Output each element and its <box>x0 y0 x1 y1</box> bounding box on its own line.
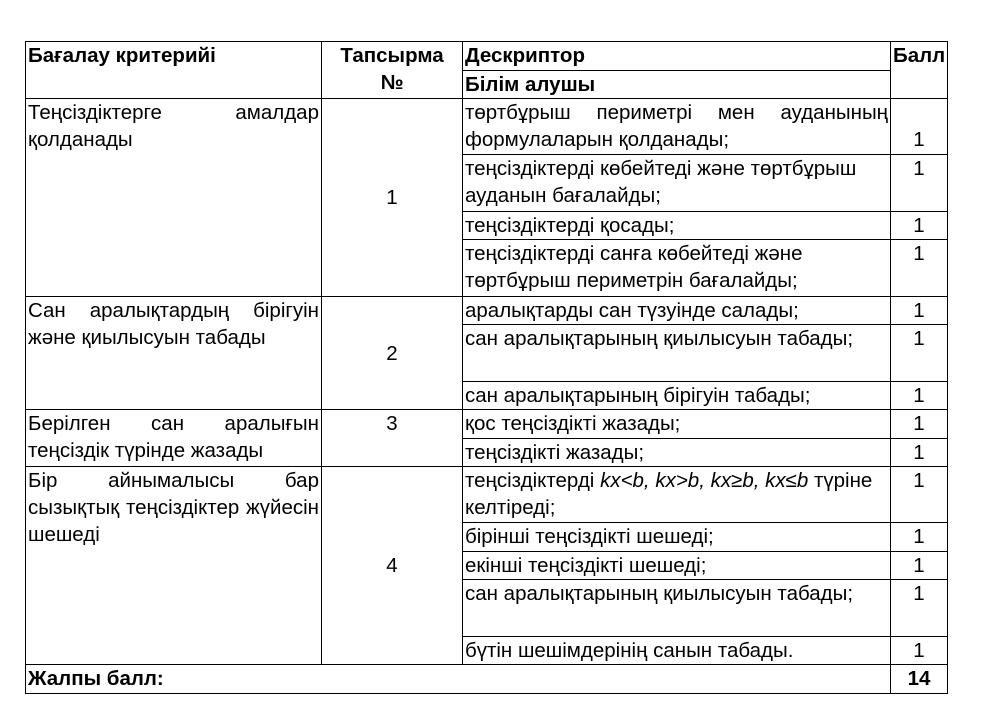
score-cell: 1 <box>891 297 948 325</box>
descriptor-cell: теңсіздікті жазады; <box>463 439 891 467</box>
total-label: Жалпы балл: <box>26 665 891 694</box>
descriptor-cell: бүтін шешімдерінің санын табады. <box>463 637 891 665</box>
score-cell: 1 <box>891 99 948 155</box>
header-task-line1: Тапсырма <box>340 44 444 67</box>
header-criteria: Бағалау критерийі <box>26 42 322 99</box>
criterion-cell: Сан аралықтардың бірігуін және қиылысуын табады <box>26 297 322 410</box>
descriptor-cell: сан аралықтарының қиылысуын табады; <box>463 580 891 637</box>
task-number-cell: 4 <box>322 467 463 665</box>
score-cell: 1 <box>891 637 948 665</box>
table-row <box>26 410 948 439</box>
criterion-cell: Берілген сан аралығын теңсіздік түрінде жазады <box>26 410 322 467</box>
total-row <box>26 665 948 694</box>
table-row <box>26 467 948 523</box>
descriptor-cell: теңсіздіктерді көбейтеді және төртбұрыш ауданын бағалайды; <box>463 155 891 212</box>
score-cell: 1 <box>891 212 948 240</box>
header-score: Балл <box>891 42 948 99</box>
score-cell: 1 <box>891 240 948 297</box>
descriptor-cell: теңсіздіктерді санға көбейтеді және төртбұрыш периметрін бағалайды; <box>463 240 891 297</box>
score-cell: 1 <box>891 523 948 552</box>
header-descriptor: Дескриптор <box>463 42 891 71</box>
inequality-forms-math: kx<b, kx>b, kx≥b, kx≤b <box>600 469 809 492</box>
task-number-cell: 2 <box>322 297 463 410</box>
descriptor-cell: қос теңсіздікті жазады; <box>463 410 891 439</box>
descriptor-cell: бірінші теңсіздікті шешеді; <box>463 523 891 552</box>
criterion-cell: Теңсіздіктерге амалдар қолданады <box>26 99 322 297</box>
score-cell: 1 <box>891 439 948 467</box>
descriptor-cell: сан аралықтарының қиылысуын табады; <box>463 325 891 382</box>
score-cell: 1 <box>891 552 948 580</box>
total-score: 14 <box>891 665 948 694</box>
score-cell: 1 <box>891 467 948 523</box>
descriptor-text-suffix: түріне келтіреді; <box>465 469 873 519</box>
assessment-rubric-table <box>25 41 948 694</box>
header-task-line2: № <box>380 71 404 94</box>
header-task-number <box>322 42 463 99</box>
score-cell: 1 <box>891 382 948 410</box>
score-cell: 1 <box>891 580 948 637</box>
descriptor-cell: теңсіздіктерді қосады; <box>463 212 891 240</box>
table-row <box>26 297 948 325</box>
descriptor-cell: сан аралықтарының бірігуін табады; <box>463 382 891 410</box>
task-number-cell: 1 <box>322 99 463 297</box>
descriptor-cell: төртбұрыш периметрі мен ауданының формулаларын қолданады; <box>463 99 891 155</box>
criterion-cell: Бір айнымалысы бар сызықтық теңсіздіктер жүйесін шешеді <box>26 467 322 665</box>
descriptor-cell: екінші теңсіздікті шешеді; <box>463 552 891 580</box>
task-number-cell: 3 <box>322 410 463 467</box>
header-row <box>26 42 948 71</box>
header-learner: Білім алушы <box>463 71 891 99</box>
descriptor-text-prefix: теңсіздіктерді <box>465 469 601 492</box>
descriptor-cell: аралықтарды сан түзуінде салады; <box>463 297 891 325</box>
table-row <box>26 99 948 155</box>
score-cell: 1 <box>891 410 948 439</box>
score-cell: 1 <box>891 325 948 382</box>
descriptor-cell <box>463 467 891 523</box>
score-cell: 1 <box>891 155 948 212</box>
